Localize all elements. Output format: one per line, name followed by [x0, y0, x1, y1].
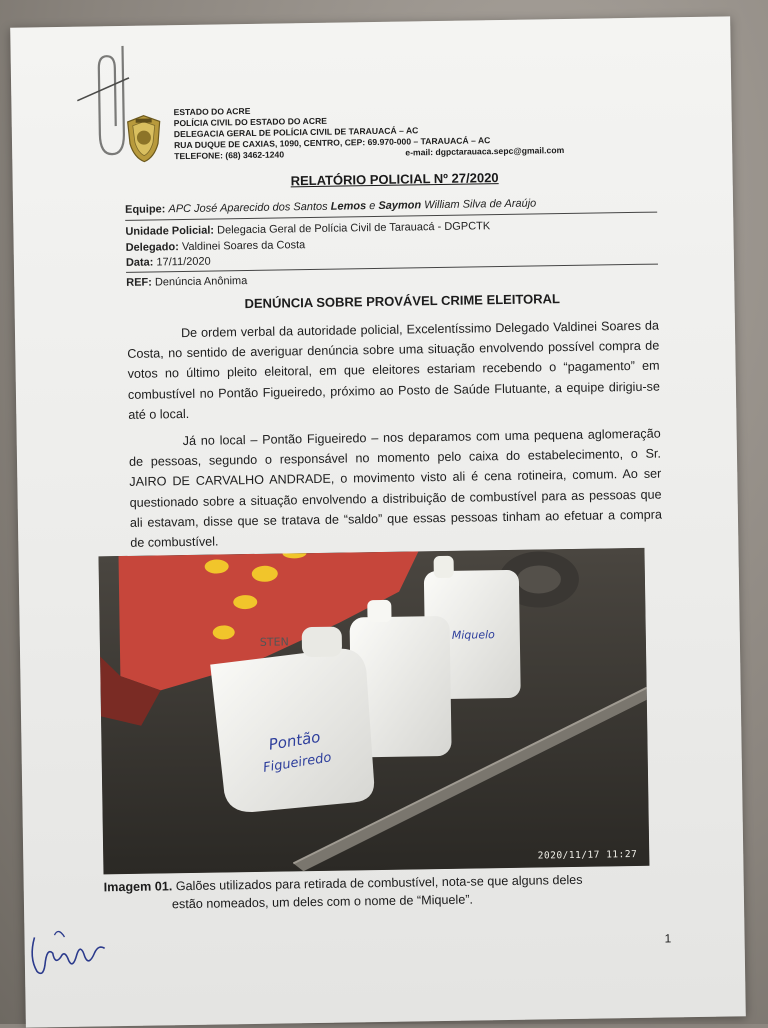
delegate-field — [126, 239, 306, 254]
date-field — [126, 256, 211, 269]
paragraph-line: de pessoas, segundo o responsável no momento pelo caixa do estabelecimento, o Sr. — [128, 446, 662, 470]
handwritten-signature — [24, 916, 115, 987]
photo-caption — [104, 870, 664, 915]
report-title: RELATÓRIO POLICIAL Nº 27/2020 — [290, 170, 499, 189]
header-department: DELEGACIA GERAL DE POLÍCIA CIVIL DE TARAUACÁ – AC — [173, 125, 419, 140]
header-phone: TELEFONE: (68) 3462-1240 — [174, 149, 285, 162]
team-field — [125, 197, 536, 215]
date-label: Data: — [125, 256, 154, 269]
police-badge-icon — [124, 113, 165, 164]
paragraph-line: até o local. — [128, 406, 190, 422]
paragraph-line: de combustível. — [130, 534, 219, 550]
letterhead-text — [173, 99, 684, 162]
caption-line-1: Galões utilizados para retirada de combustível, nota-se que alguns deles — [175, 872, 583, 894]
photo-timestamp: 2020/11/17 11:27 — [537, 848, 638, 862]
paragraph-2 — [129, 424, 663, 554]
header-agency: POLÍCIA CIVIL DO ESTADO DO ACRE — [173, 115, 328, 129]
jug-label: Pontão — [267, 727, 322, 754]
header-state: ESTADO DO ACRE — [173, 105, 251, 118]
date-value: 17/11/2020 — [156, 255, 211, 269]
paragraph-line: De ordem verbal da autoridade policial, Excelentíssimo Delegado Valdinei Soares da — [180, 318, 660, 341]
unit-value: Delegacia Geral de Polícia Civil de Tarauacá - DGPCTK — [217, 220, 491, 237]
jug-label: Figueiredo — [262, 750, 333, 776]
paragraph-line: Costa, no sentido de averiguar denúncia sobre uma situação envolvendo possível compra de — [127, 338, 660, 362]
document-page — [10, 16, 746, 1027]
header-address: RUA DUQUE DE CAXIAS, 1090, CENTRO, CEP: 69.970-000 – TARAUACÁ – AC — [173, 135, 491, 151]
paragraph-line: Já no local – Pontão Figueiredo – nos deparamos com uma pequena aglomeração — [182, 426, 661, 449]
jug-label: Miquelo — [451, 628, 495, 642]
reference-value: Denúncia Anônima — [154, 275, 248, 289]
team-value-bold2: Saymon — [378, 199, 422, 212]
paragraph-line: questionado sobre a situação envolvendo a distribuição de combustível para as pessoas que — [129, 487, 662, 510]
page-number: 1 — [664, 931, 672, 946]
paragraph-line: votos no último pleito eleitoral, em que eleitores estariam recebendo o “pagamento” em — [127, 358, 660, 382]
team-value-part1: APC José Aparecido dos Santos — [168, 200, 328, 216]
reference-label: REF: — [126, 276, 152, 289]
paragraph-line: combustível no Pontão Figueiredo, próximo ao Posto de Saúde Flutuante, a equipe dirigiu-se — [127, 379, 661, 402]
delegate-label: Delegado: — [125, 241, 179, 254]
header-email: e-mail: dgpctarauaca.sepc@gmail.com — [405, 145, 565, 158]
team-label: Equipe: — [124, 203, 166, 216]
team-value-bold1: Lemos — [330, 200, 367, 213]
evidence-photo — [99, 548, 650, 875]
caption-label: Imagem 01. — [103, 879, 173, 895]
paragraph-line: JAIRO DE CARVALHO ANDRADE, o movimento visto ali é cena rotineira, comum. Ao ser — [129, 466, 662, 490]
section-title: DENÚNCIA SOBRE PROVÁVEL CRIME ELEITORAL — [244, 291, 561, 312]
unit-label: Unidade Policial: — [125, 224, 215, 238]
paragraph-line: ali estavam, disse que se tratava de “saldo” que essas pessoas tinham ao efetuar a compra — [129, 507, 663, 530]
caption-line-2: estão nomeados, um deles com o nome de “Miquele”. — [171, 892, 474, 912]
jug-top-text: STEN — [259, 635, 289, 649]
reference-field — [126, 275, 247, 289]
team-value-part3: William Silva de Araújo — [424, 197, 537, 212]
team-value-part2: e — [369, 200, 376, 213]
delegate-value: Valdinei Soares da Costa — [181, 239, 306, 254]
jugs-illustration — [99, 548, 650, 875]
paragraph-1 — [127, 316, 661, 425]
unit-field — [125, 220, 490, 238]
